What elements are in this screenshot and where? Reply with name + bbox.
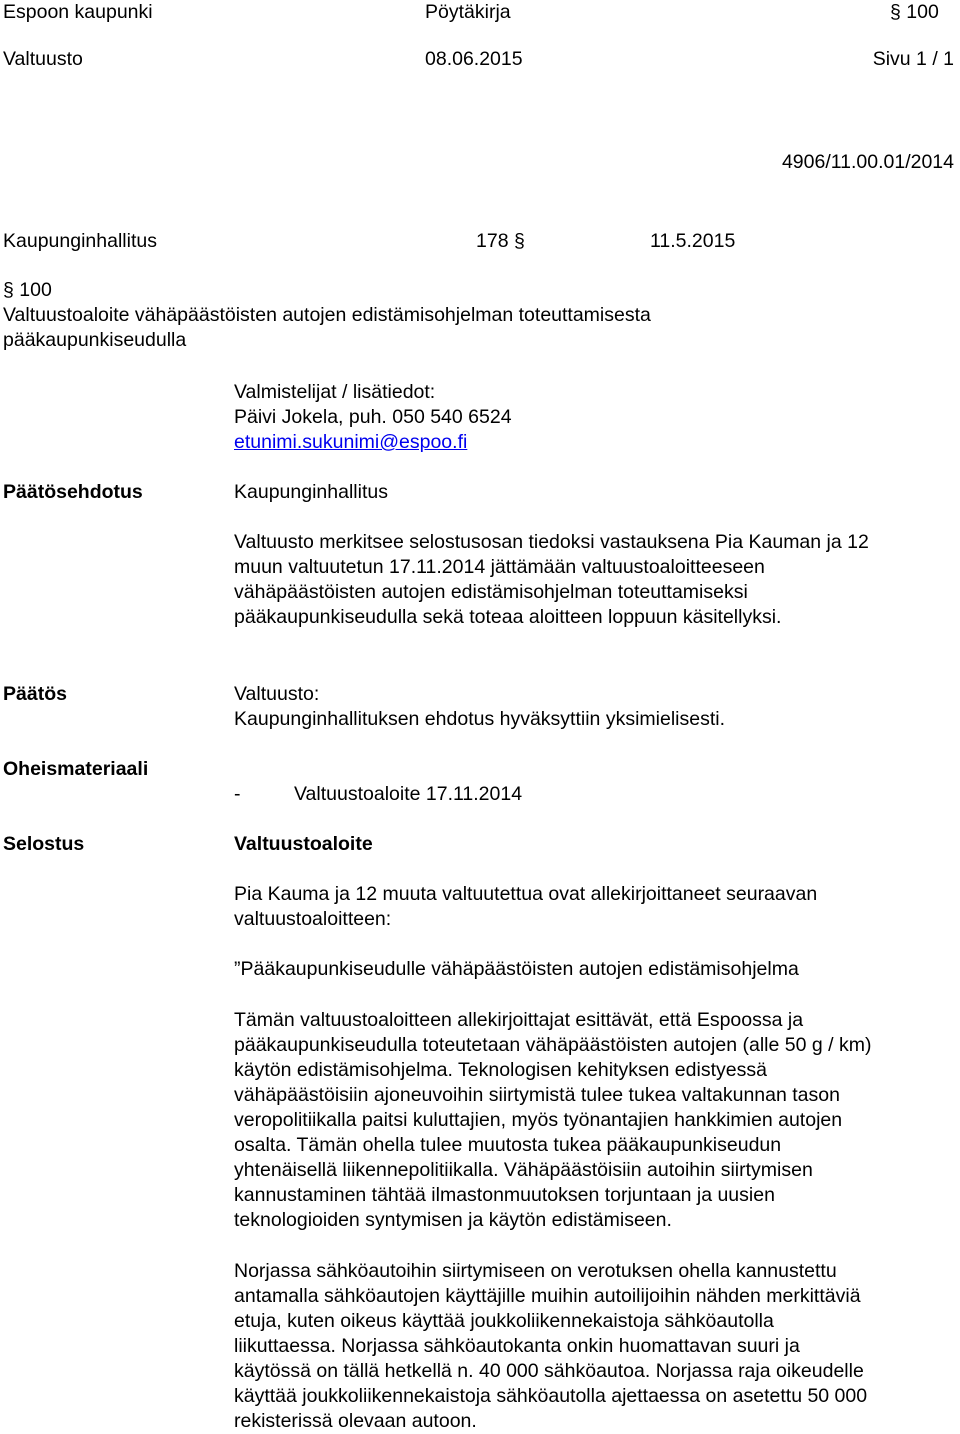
paragraph-line: vähäpäästöisiin ajoneuvoihin siirtymistä tulee tukea valtakunnan tason bbox=[234, 1084, 840, 1106]
org-name: Espoon kaupunki bbox=[3, 1, 153, 23]
prior-body: Kaupunginhallitus bbox=[3, 230, 157, 252]
paragraph-line: kannustaminen tähtää ilmastonmuutoksen torjuntaan ja uusien bbox=[234, 1184, 775, 1206]
section-mark: § bbox=[3, 279, 14, 301]
prior-date: 11.5.2015 bbox=[650, 230, 736, 252]
paragraph-line: etuja, kuten oikeus käyttää joukkoliikennekaistoja sähköautolla bbox=[234, 1310, 774, 1332]
paragraph-line: teknologioiden syntymisen ja käytön edistämiseen. bbox=[234, 1209, 672, 1231]
section-mark: § bbox=[890, 1, 901, 23]
page-indicator: Sivu 1 / 1 bbox=[872, 48, 954, 70]
decision-body: Valtuusto: bbox=[234, 683, 320, 705]
email-link[interactable]: etunimi.sukunimi@espoo.fi bbox=[234, 431, 468, 453]
attachments-heading: Oheismateriaali bbox=[3, 758, 149, 780]
preparers-contact: Päivi Jokela, puh. 050 540 6524 bbox=[234, 406, 512, 428]
paragraph-line: yhtenäisellä liikennepolitiikalla. Vähäpäästöisiin autoihin siirtymisen bbox=[234, 1159, 813, 1181]
title-section bbox=[3, 278, 52, 303]
title-number: 100 bbox=[19, 279, 52, 301]
title-line-2: pääkaupunkiseudulla bbox=[3, 329, 187, 351]
proposal-line: Valtuusto merkitsee selostusosan tiedoksi vastauksena Pia Kauman ja 12 bbox=[234, 531, 869, 553]
paragraph-line: Norjassa sähköautoihin siirtymiseen on verotuksen ohella kannustettu bbox=[234, 1260, 837, 1282]
explanation-intro bbox=[234, 882, 954, 932]
intro-line: Pia Kauma ja 12 muuta valtuutettua ovat allekirjoittaneet seuraavan bbox=[234, 883, 818, 905]
paragraph-line: antamalla sähköautojen käyttäjille muihin autoilijoihin nähden merkittäviä bbox=[234, 1285, 861, 1307]
explanation-subheading: Valtuustoaloite bbox=[234, 833, 373, 855]
paragraph-line: osalta. Tämän ohella tulee muutosta tukea pääkaupunkiseudun bbox=[234, 1134, 782, 1156]
intro-line: valtuustoaloitteen: bbox=[234, 908, 392, 930]
quote-title: ”Pääkaupunkiseudulle vähäpäästöisten autojen edistämisohjelma bbox=[234, 958, 799, 980]
header-section bbox=[890, 0, 939, 25]
paragraph-line: käytön edistämisohjelma. Teknologisen kehityksen edistyessä bbox=[234, 1059, 767, 1081]
title-line-1: Valtuustoaloite vähäpäästöisten autojen edistämisohjelman toteuttamisesta bbox=[3, 304, 651, 326]
explanation-paragraph-2 bbox=[234, 1259, 954, 1434]
body-name: Valtuusto bbox=[3, 48, 83, 70]
decision-text: Kaupunginhallituksen ehdotus hyväksyttiin yksimielisesti. bbox=[234, 708, 726, 730]
proposal-body: Kaupunginhallitus bbox=[234, 481, 388, 503]
section-number: 100 bbox=[906, 1, 939, 23]
proposal-line: pääkaupunkiseudulla sekä toteaa aloitteen loppuun käsitellyksi. bbox=[234, 606, 782, 628]
attachment-item: Valtuustoaloite 17.11.2014 bbox=[294, 783, 523, 805]
paragraph-line: liikuttaessa. Norjassa sähköautokanta onkin huomattavan suuri ja bbox=[234, 1335, 800, 1357]
proposal-line: muun valtuutetun 17.11.2014 jättämään valtuustoaloitteeseen bbox=[234, 556, 765, 578]
proposal-line: vähäpäästöisten autojen edistämisohjelman toteuttamiseksi bbox=[234, 581, 748, 603]
section-mark: § bbox=[513, 230, 525, 252]
preparers-label: Valmistelijat / lisätiedot: bbox=[234, 381, 436, 403]
paragraph-line: veropolitiikalla paitsi kuluttajien, myös työnantajien hankkimien autojen bbox=[234, 1109, 843, 1131]
paragraph-line: käytössä on tällä hetkellä n. 40 000 sähköautoa. Norjassa raja oikeudelle bbox=[234, 1360, 864, 1382]
paragraph-line: käyttää joukkoliikennekaistoja sähköautolla ajettaessa on asetettu 50 000 bbox=[234, 1385, 868, 1407]
prior-section bbox=[476, 229, 525, 254]
proposal-heading: Päätösehdotus bbox=[3, 481, 143, 503]
attachment-dash: - bbox=[234, 783, 241, 805]
paragraph-line: rekisterissä olevaan autoon. bbox=[234, 1410, 477, 1432]
explanation-heading: Selostus bbox=[3, 833, 85, 855]
prior-number: 178 bbox=[476, 230, 509, 252]
reference-number: 4906/11.00.01/2014 bbox=[781, 151, 954, 173]
proposal-text bbox=[234, 530, 954, 630]
decision-heading: Päätös bbox=[3, 683, 67, 705]
paragraph-line: Tämän valtuustoaloitteen allekirjoittajat esittävät, että Espoossa ja bbox=[234, 1009, 804, 1031]
explanation-paragraph-1 bbox=[234, 1008, 954, 1233]
paragraph-line: pääkaupunkiseudulla toteutetaan vähäpäästöisten autojen (alle 50 g / km) bbox=[234, 1034, 872, 1056]
meeting-date: 08.06.2015 bbox=[425, 48, 523, 70]
document-type: Pöytäkirja bbox=[425, 1, 511, 23]
